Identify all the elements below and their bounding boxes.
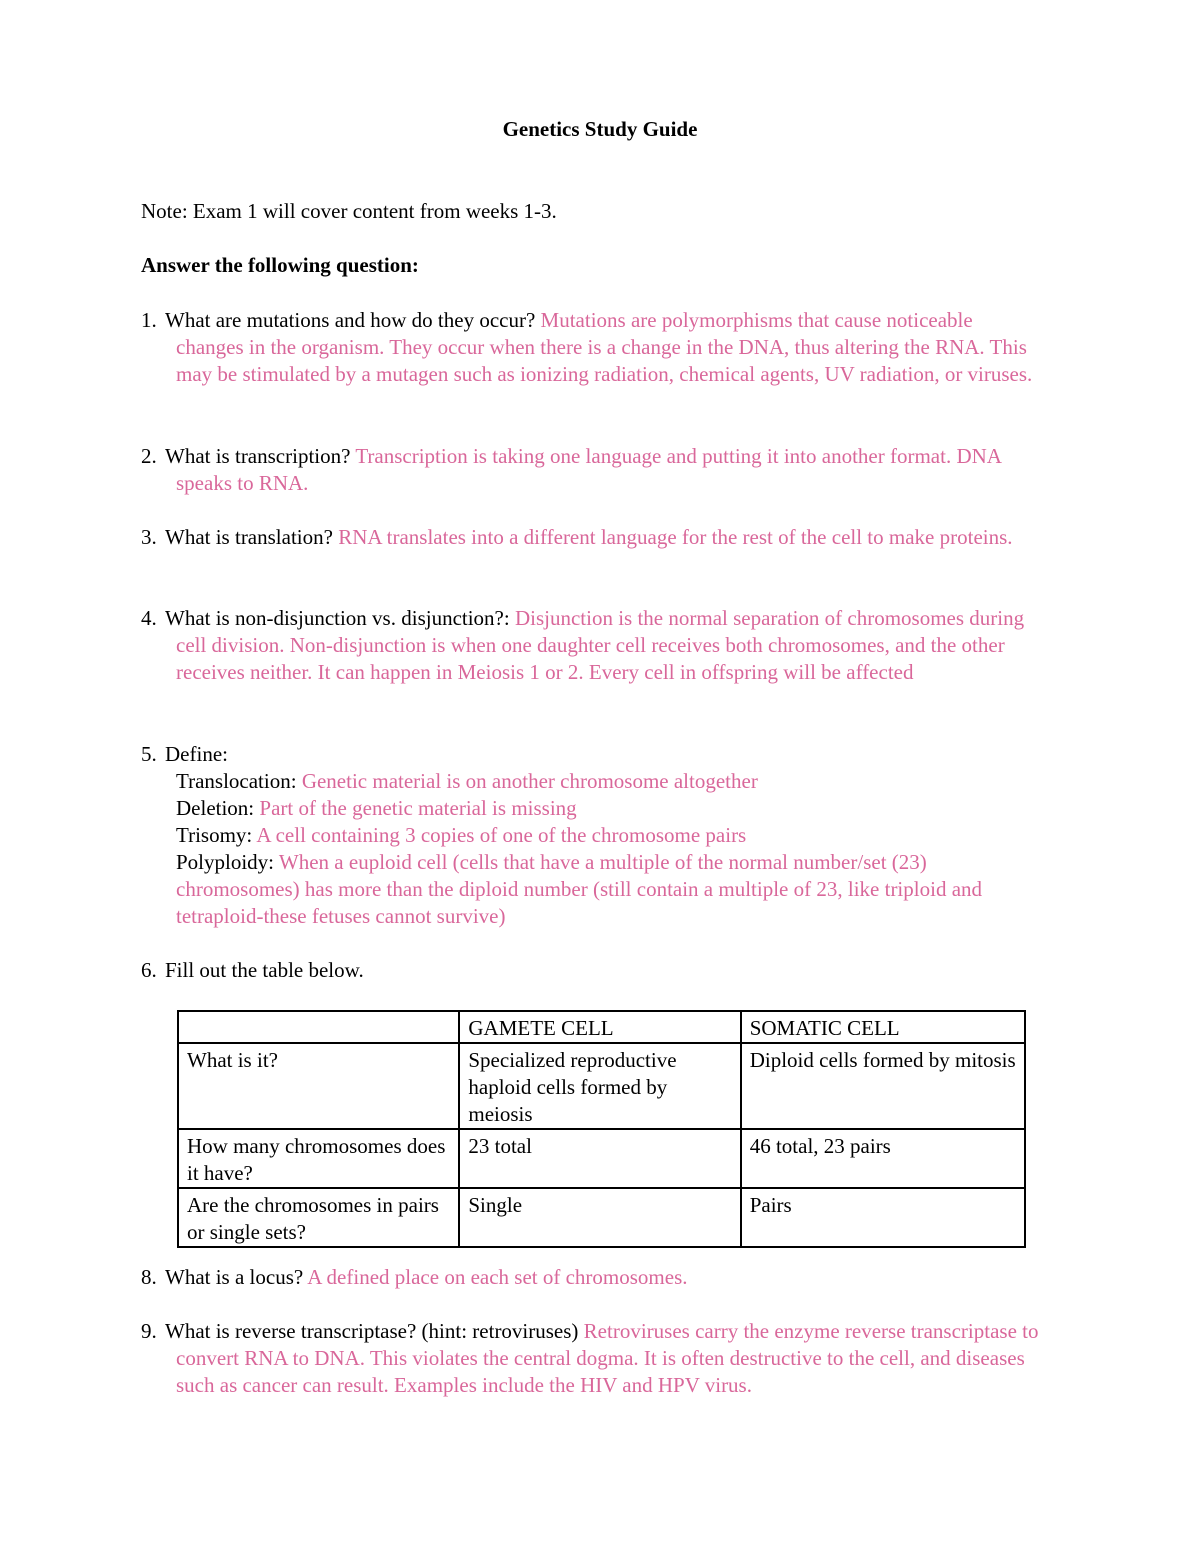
cell-comparison-table — [177, 1010, 1026, 1248]
question-number: 2. — [141, 444, 157, 468]
answer-text: Disjunction is the normal separation of chromosomes during cell division. Non-disjunction is when one daughter cell receives both chromosomes, and the other receives neither. It can happen in Meiosis 1 or 2. Every cell in offspring will be affected — [176, 606, 1025, 684]
table-row — [178, 1043, 1025, 1129]
question-number: 4. — [141, 606, 157, 630]
table-cell: Are the chromosomes in pairs or single sets? — [178, 1188, 459, 1247]
definition-deletion — [176, 795, 1036, 822]
table-cell: Single — [459, 1188, 740, 1247]
table-header-cell: GAMETE CELL — [459, 1011, 740, 1043]
question-number: 3. — [141, 525, 157, 549]
answer-text: Retroviruses carry the enzyme reverse transcriptase to convert RNA to DNA. This violates the central dogma. It is often destructive to the cell, and diseases such as cancer can result. Examples include the HIV and HPV virus. — [176, 1319, 1039, 1397]
question-3 — [141, 524, 1041, 551]
question-6 — [141, 957, 1041, 984]
question-number: 9. — [141, 1319, 157, 1343]
question-text: What is translation? — [165, 525, 333, 549]
term-label: Polyploidy: — [176, 850, 275, 874]
question-text: What is reverse transcriptase? (hint: retroviruses) — [165, 1319, 579, 1343]
term-definition: Part of the genetic material is missing — [259, 796, 577, 820]
table-cell: What is it? — [178, 1043, 459, 1129]
question-text: What is transcription? — [165, 444, 351, 468]
question-text: What is a locus? — [165, 1265, 304, 1289]
question-9 — [141, 1318, 1041, 1399]
definition-trisomy — [176, 822, 1036, 849]
instruction-heading: Answer the following question: — [141, 253, 419, 277]
term-label: Deletion: — [176, 796, 255, 820]
question-number: 8. — [141, 1265, 157, 1289]
table-header-cell: SOMATIC CELL — [741, 1011, 1025, 1043]
table-cell: 46 total, 23 pairs — [741, 1129, 1025, 1188]
table-cell: 23 total — [459, 1129, 740, 1188]
define-label: Define: — [165, 742, 228, 766]
table-cell: Pairs — [741, 1188, 1025, 1247]
question-number: 6. — [141, 958, 157, 982]
table-header-cell — [178, 1011, 459, 1043]
table-cell: How many chromosomes does it have? — [178, 1129, 459, 1188]
table-cell: Diploid cells formed by mitosis — [741, 1043, 1025, 1129]
answer-text: Transcription is taking one language and putting it into another format. DNA speaks to RNA. — [176, 444, 1001, 495]
document-title: Genetics Study Guide — [502, 117, 698, 141]
answer-text: Mutations are polymorphisms that cause noticeable changes in the organism. They occur when there is a change in the DNA, thus altering the RNA. This may be stimulated by a mutagen such as ionizing radiation, chemical agents, UV radiation, or viruses. — [176, 308, 1033, 386]
exam-note: Note: Exam 1 will cover content from weeks 1-3. — [141, 199, 557, 223]
answer-text: RNA translates into a different language for the rest of the cell to make proteins. — [338, 525, 1013, 549]
answer-text: A defined place on each set of chromosomes. — [307, 1265, 688, 1289]
definitions-list — [176, 768, 1036, 930]
question-text: Fill out the table below. — [165, 958, 364, 982]
question-1 — [141, 307, 1041, 388]
question-number: 5. — [141, 742, 157, 766]
table-cell: Specialized reproductive haploid cells formed by meiosis — [459, 1043, 740, 1129]
table-row — [178, 1129, 1025, 1188]
term-label: Translocation: — [176, 769, 297, 793]
question-8 — [141, 1264, 1041, 1291]
term-definition: A cell containing 3 copies of one of the chromosome pairs — [256, 823, 747, 847]
table-row — [178, 1188, 1025, 1247]
question-text: What is non-disjunction vs. disjunction?: — [165, 606, 510, 630]
term-definition: Genetic material is on another chromosome altogether — [301, 769, 758, 793]
question-text: What are mutations and how do they occur? — [165, 308, 536, 332]
table-header-row — [178, 1011, 1025, 1043]
question-number: 1. — [141, 308, 157, 332]
question-2 — [141, 443, 1041, 497]
definition-polyploidy — [176, 849, 1036, 930]
term-label: Trisomy: — [176, 823, 253, 847]
term-definition: When a euploid cell (cells that have a multiple of the normal number/set (23) chromosomes) has more than the diploid number (still contain a multiple of 23, like triploid and tetraploid-these fetuses cannot survive) — [176, 850, 983, 928]
question-5 — [141, 741, 1041, 768]
question-4 — [141, 605, 1041, 686]
definition-translocation — [176, 768, 1036, 795]
